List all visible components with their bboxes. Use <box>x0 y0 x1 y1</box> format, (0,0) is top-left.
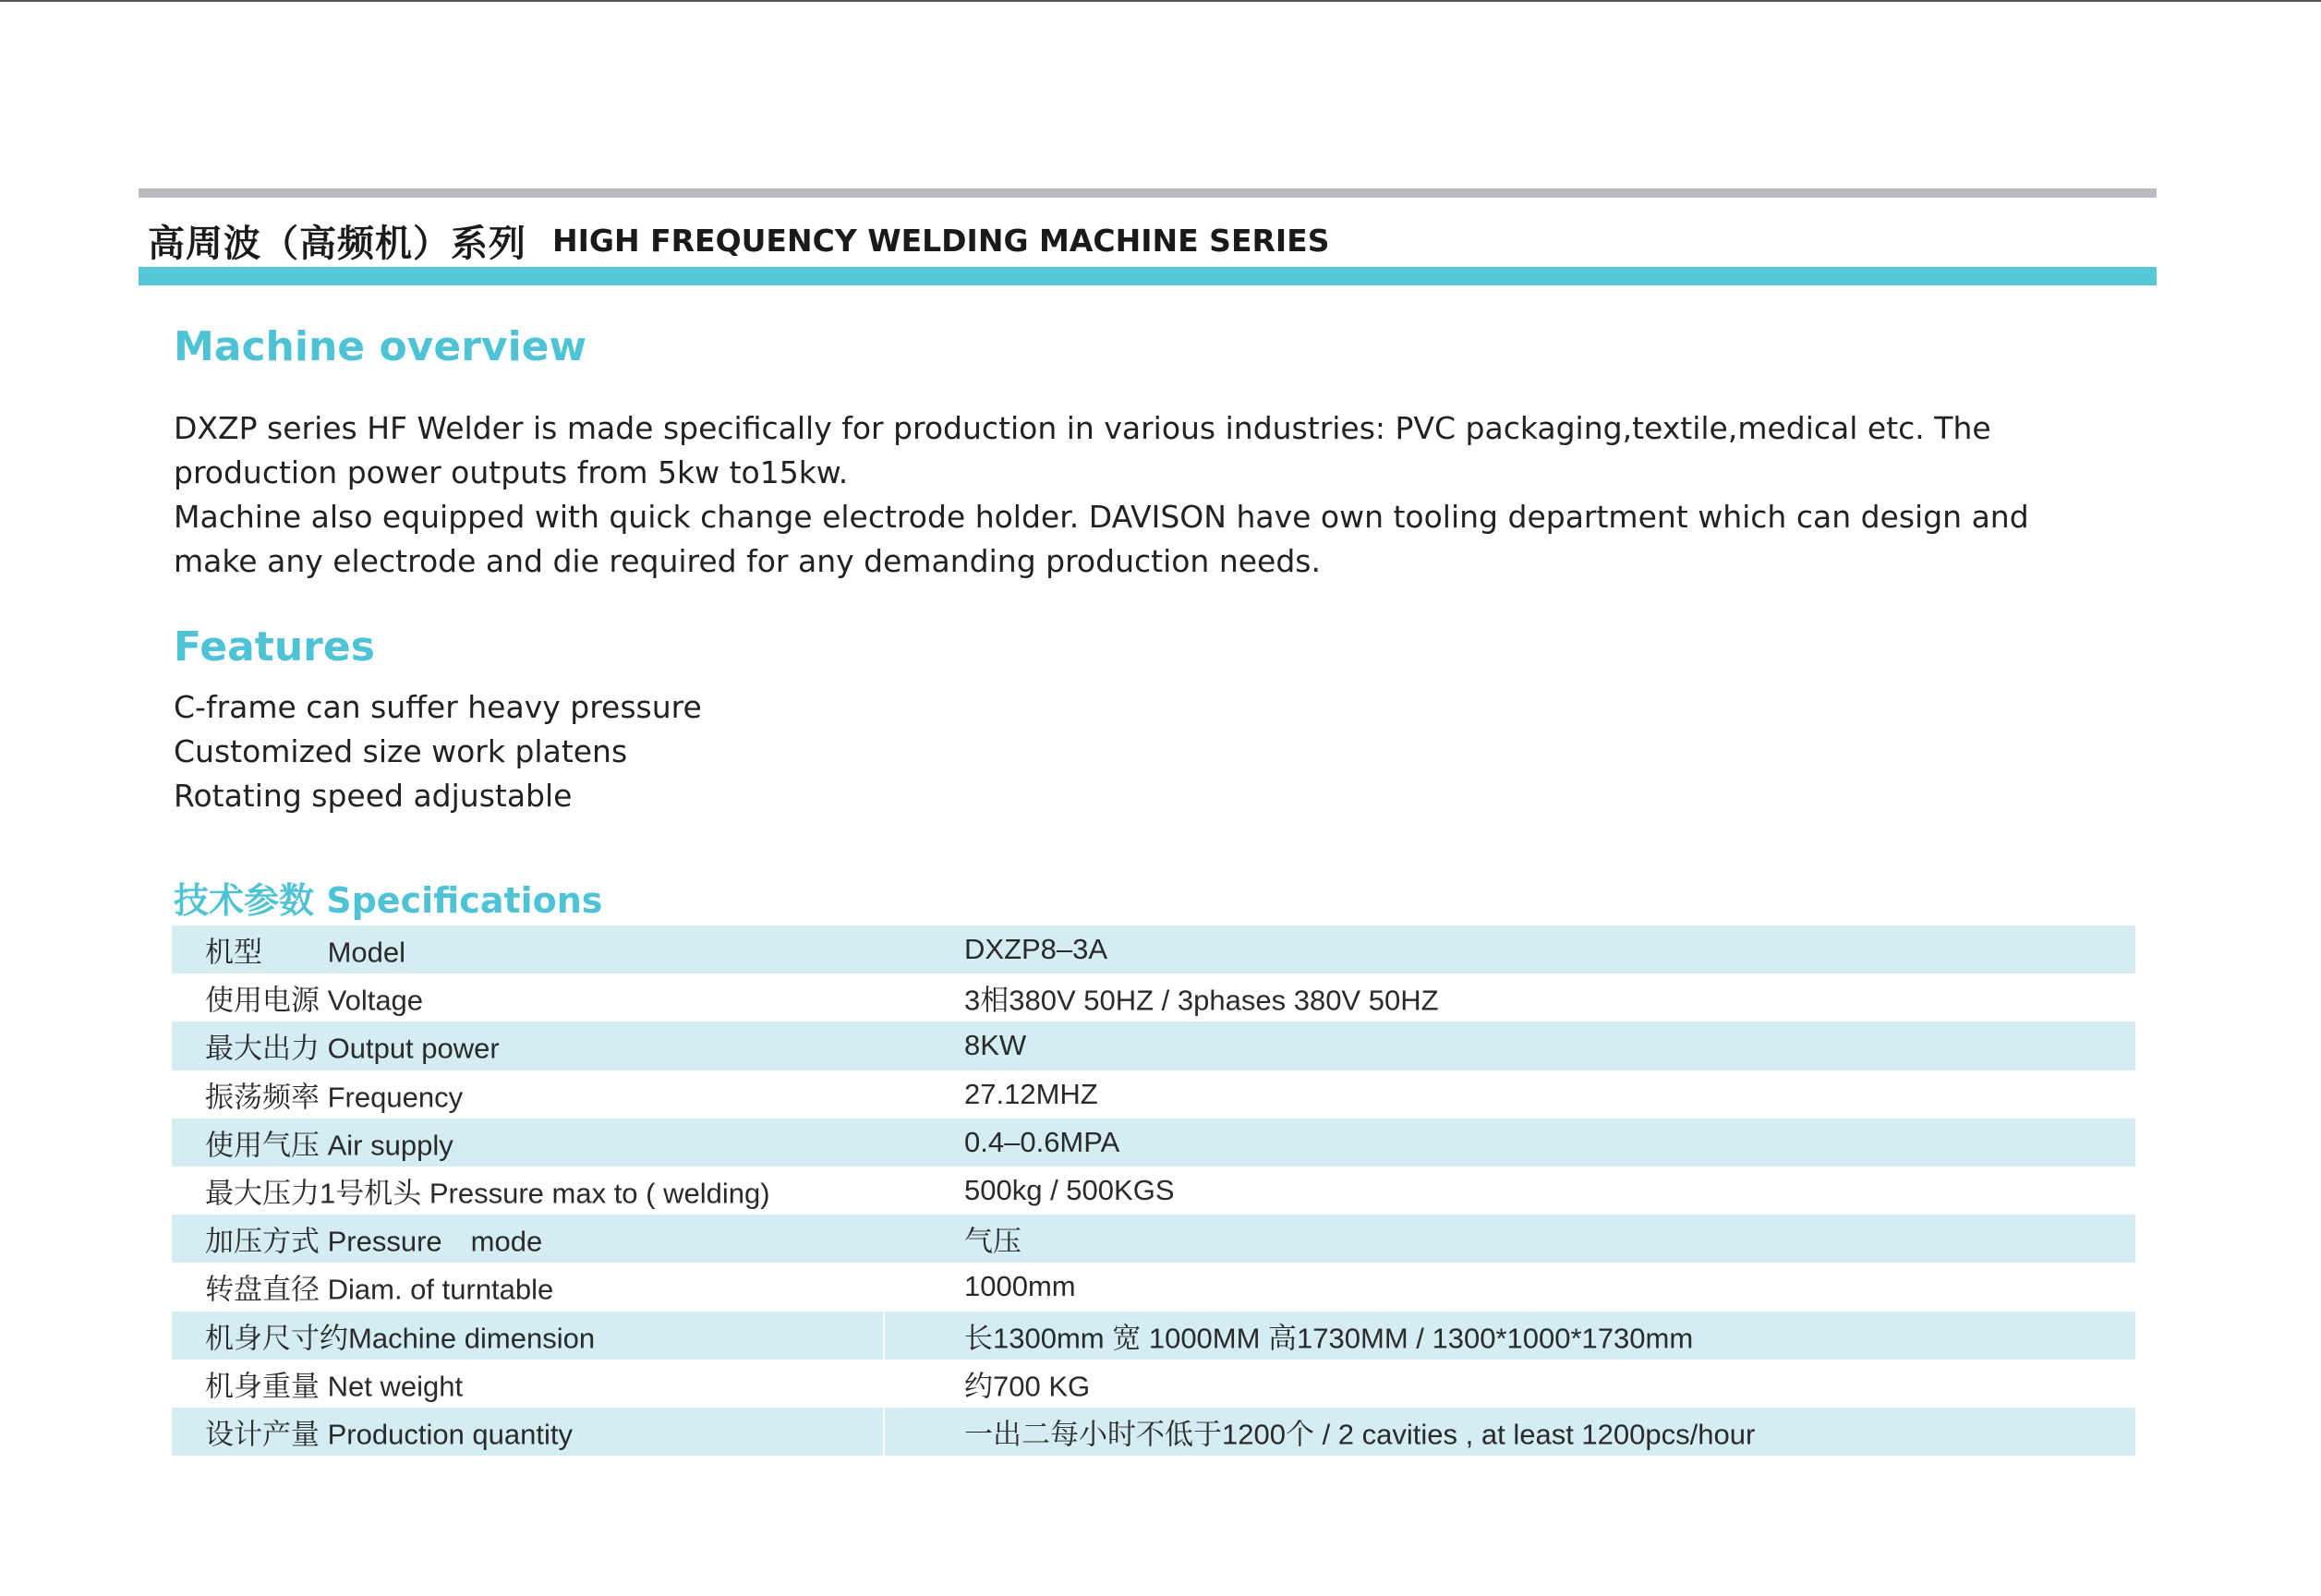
spec-label: 设计产量 Production quantity <box>205 1418 574 1451</box>
overview-line: production power outputs from 5kw to15kw. <box>174 454 849 490</box>
feature-item: C-frame can suffer heavy pressure <box>174 689 702 725</box>
spec-value: 长1300mm 宽 1000MM 高1730MM / 1300*1000*1730mm <box>964 1322 1694 1355</box>
spec-label: 最大压力1号机头 Pressure max to ( welding) <box>205 1177 770 1210</box>
spec-row-machine-dimension <box>172 1312 2135 1360</box>
column-divider <box>883 1312 885 1360</box>
overview-line: make any electrode and die required for any demanding production needs. <box>174 543 1321 579</box>
spec-value: 气压 <box>964 1225 1021 1258</box>
spec-value: 500kg / 500KGS <box>964 1174 1175 1207</box>
header-grey-bar <box>139 188 2157 198</box>
header-title-english: HIGH FREQUENCY WELDING MACHINE SERIES <box>552 222 1330 259</box>
spec-label: 机身重量 Net weight <box>205 1370 464 1403</box>
spec-row-output-power <box>172 1022 2135 1070</box>
spec-value: 1000mm <box>964 1270 1076 1303</box>
spec-label: 机身尺寸约Machine dimension <box>205 1322 596 1355</box>
top-border-line <box>0 0 2321 2</box>
spec-label: 使用气压 Air supply <box>205 1129 453 1162</box>
overview-line: DXZP series HF Welder is made specifically for production in various industries: PVC packaging,textile,medical etc. The <box>174 410 1991 446</box>
feature-item: Customized size work platens <box>174 733 628 769</box>
spec-row-voltage <box>172 973 2135 1022</box>
spec-value: 一出二每小时不低于1200个 / 2 cavities , at least 1200pcs/hour <box>964 1418 1756 1451</box>
spec-label: 使用电源 Voltage <box>205 984 424 1017</box>
spec-row-pressure-mode <box>172 1215 2135 1263</box>
specifications-heading: 技术参数 Specifications <box>174 880 603 921</box>
features-list <box>174 685 702 818</box>
spec-label: 加压方式 Pressure mode <box>205 1225 543 1258</box>
overview-paragraph <box>174 406 2029 584</box>
spec-value: 约700 KG <box>964 1370 1091 1403</box>
spec-label: 机型 Model <box>205 936 406 969</box>
spec-row-net-weight <box>172 1360 2135 1408</box>
features-heading: Features <box>174 623 375 671</box>
spec-row-turntable-diameter <box>172 1263 2135 1311</box>
feature-item: Rotating speed adjustable <box>174 778 573 814</box>
header-title <box>148 214 1329 266</box>
spec-row-pressure-max <box>172 1167 2135 1215</box>
column-divider <box>883 1360 885 1408</box>
spec-value: 8KW <box>964 1029 1027 1062</box>
spec-value: DXZP8–3A <box>964 933 1108 966</box>
spec-label: 转盘直径 Diam. of turntable <box>205 1273 554 1306</box>
spec-value: 27.12MHZ <box>964 1077 1098 1110</box>
overview-heading: Machine overview <box>174 323 587 370</box>
spec-row-model <box>172 925 2135 973</box>
spec-row-air-supply <box>172 1118 2135 1167</box>
spec-label: 振荡频率 Frequency <box>205 1081 464 1114</box>
spec-row-frequency <box>172 1070 2135 1118</box>
header-cyan-bar <box>139 267 2157 285</box>
specifications-table <box>172 925 2135 1456</box>
spec-value: 3相380V 50HZ / 3phases 380V 50HZ <box>964 984 1439 1017</box>
spec-value: 0.4–0.6MPA <box>964 1125 1120 1158</box>
column-divider <box>883 1408 885 1456</box>
header-title-chinese: 高周波（高频机）系列 <box>148 222 526 265</box>
overview-line: Machine also equipped with quick change electrode holder. DAVISON have own tooling department which can design and <box>174 499 2029 535</box>
spec-row-production-quantity <box>172 1408 2135 1456</box>
spec-label: 最大出力 Output power <box>205 1032 500 1065</box>
